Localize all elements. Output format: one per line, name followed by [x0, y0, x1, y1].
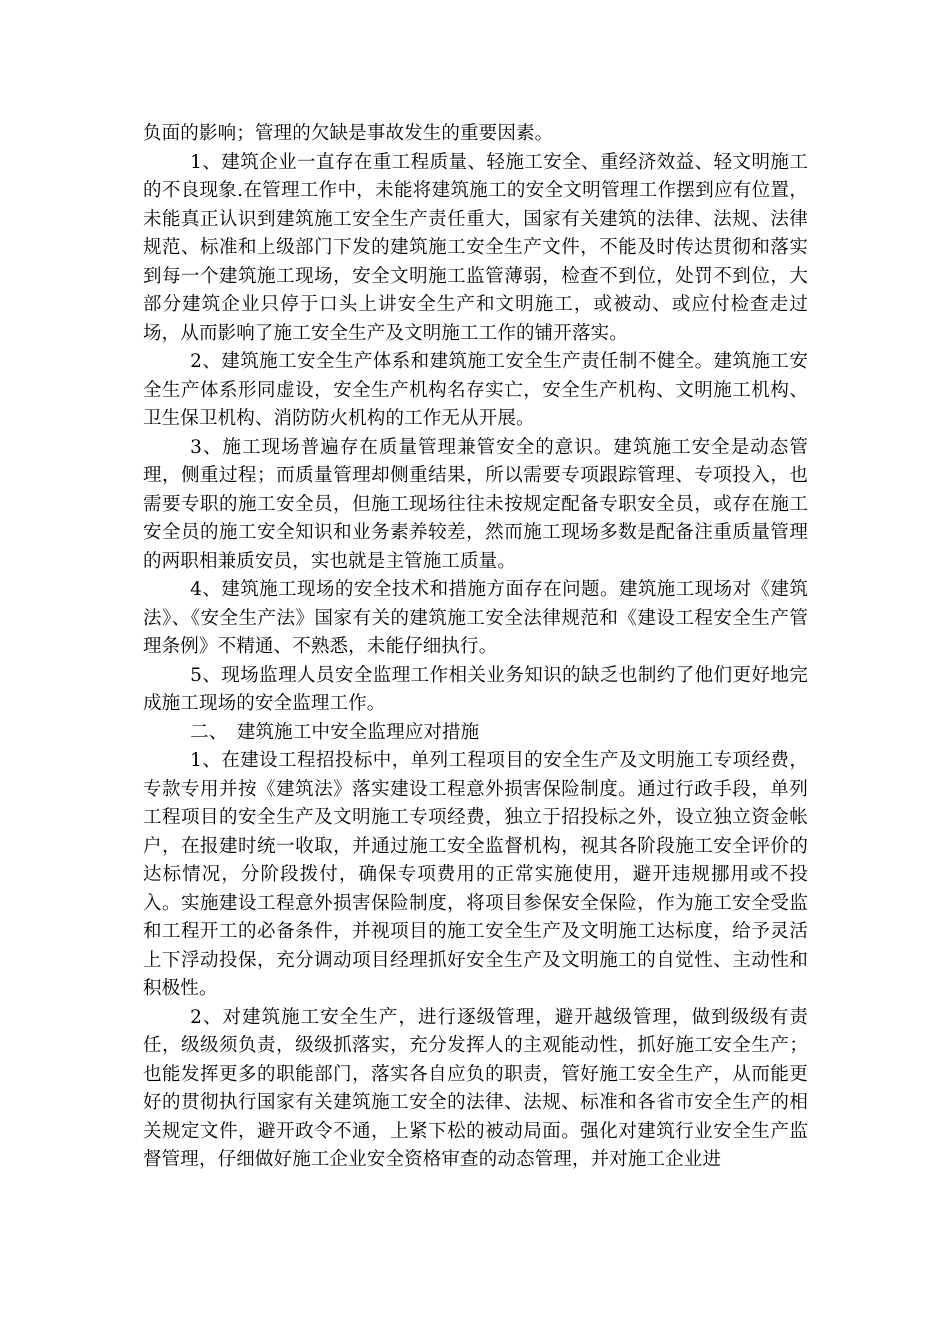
- paragraph-item-3: 3、施工现场普遍存在质量管理兼管安全的意识。建筑施工安全是动态管理，侧重过程；而质量管理却侧重结果，所以需要专项跟踪管理、专项投入，也需要专职的施工安全员，但施工现场往往未按规定配备专职安全员，或存在施工安全员的施工安全知识和业务素养较差，然而施工现场多数是配备注重质量管理的两职相兼质安员，实也就是主管施工质量。: [143, 436, 808, 572]
- paragraph-item-5: 5、现场监理人员安全监理工作相关业务知识的缺乏也制约了他们更好地完成施工现场的安全监理工作。: [143, 664, 808, 714]
- paragraph-measure-2: 2、对建筑施工安全生产，进行逐级管理，避开越级管理，做到级级有责任，级级须负责，级级抓落实，充分发挥人的主观能动性，抓好施工安全生产；也能发挥更多的职能部门，落实各自应负的职责，管好施工安全生产，从而能更好的贯彻执行国家有关建筑施工安全的法律、法规、标准和各省市安全生产的相关规定文件，避开政令不通，上紧下松的被动局面。强化对建筑行业安全生产监督管理，仔细做好施工企业安全资格审查的动态管理，并对施工企业进: [143, 1006, 808, 1170]
- document-body: [143, 120, 808, 1175]
- paragraph-item-1: 1、建筑企业一直存在重工程质量、轻施工安全、重经济效益、轻文明施工的不良现象.在管理工作中，未能将建筑施工的安全文明管理工作摆到应有位置，未能真正认识到建筑施工安全生产责任重大，国家有关建筑的法律、法规、法律规范、标准和上级部门下发的建筑施工安全生产文件，不能及时传达贯彻和落实到每一个建筑施工现场，安全文明施工监管薄弱，检查不到位，处罚不到位，大部分建筑企业只停于口头上讲安全生产和文明施工，或被动、或应付检查走过场，从而影响了施工安全生产及文明施工工作的铺开落实。: [143, 151, 808, 344]
- paragraph-continuation: 负面的影响；管理的欠缺是事故发生的重要因素。: [143, 123, 554, 144]
- paragraph-item-4: 4、建筑施工现场的安全技术和措施方面存在问题。建筑施工现场对《建筑法》、《安全生产法》国家有关的建筑施工安全法律规范和《建设工程安全生产管理条例》不精通、不熟悉，未能仔细执行。: [143, 579, 808, 657]
- paragraph-item-2: 2、建筑施工安全生产体系和建筑施工安全生产责任制不健全。建筑施工安全生产体系形同虚设，安全生产机构名存实亡，安全生产机构、文明施工机构、卫生保卫机构、消防防火机构的工作无从开展。: [143, 351, 808, 429]
- paragraph-measure-1: 1、在建设工程招投标中，单列工程项目的安全生产及文明施工专项经费，专款专用并按《建筑法》落实建设工程意外损害保险制度。通过行政手段，单列工程项目的安全生产及文明施工专项经费，独立于招投标之外，设立独立资金帐户，在报建时统一收取，并通过施工安全监督机构，视其各阶段施工安全评价的达标情况，分阶段拨付，确保专项费用的正常实施使用，避开违规挪用或不投入。实施建设工程意外损害保险制度，将项目参保安全保险，作为施工安全受监和工程开工的必备条件，并视项目的施工安全生产及文明施工达标度，给予灵活上下浮动投保，充分调动项目经理抓好安全生产及文明施工的自觉性、主动性和积极性。: [143, 750, 808, 999]
- section-heading: 二、 建筑施工中安全监理应对措施: [190, 721, 480, 743]
